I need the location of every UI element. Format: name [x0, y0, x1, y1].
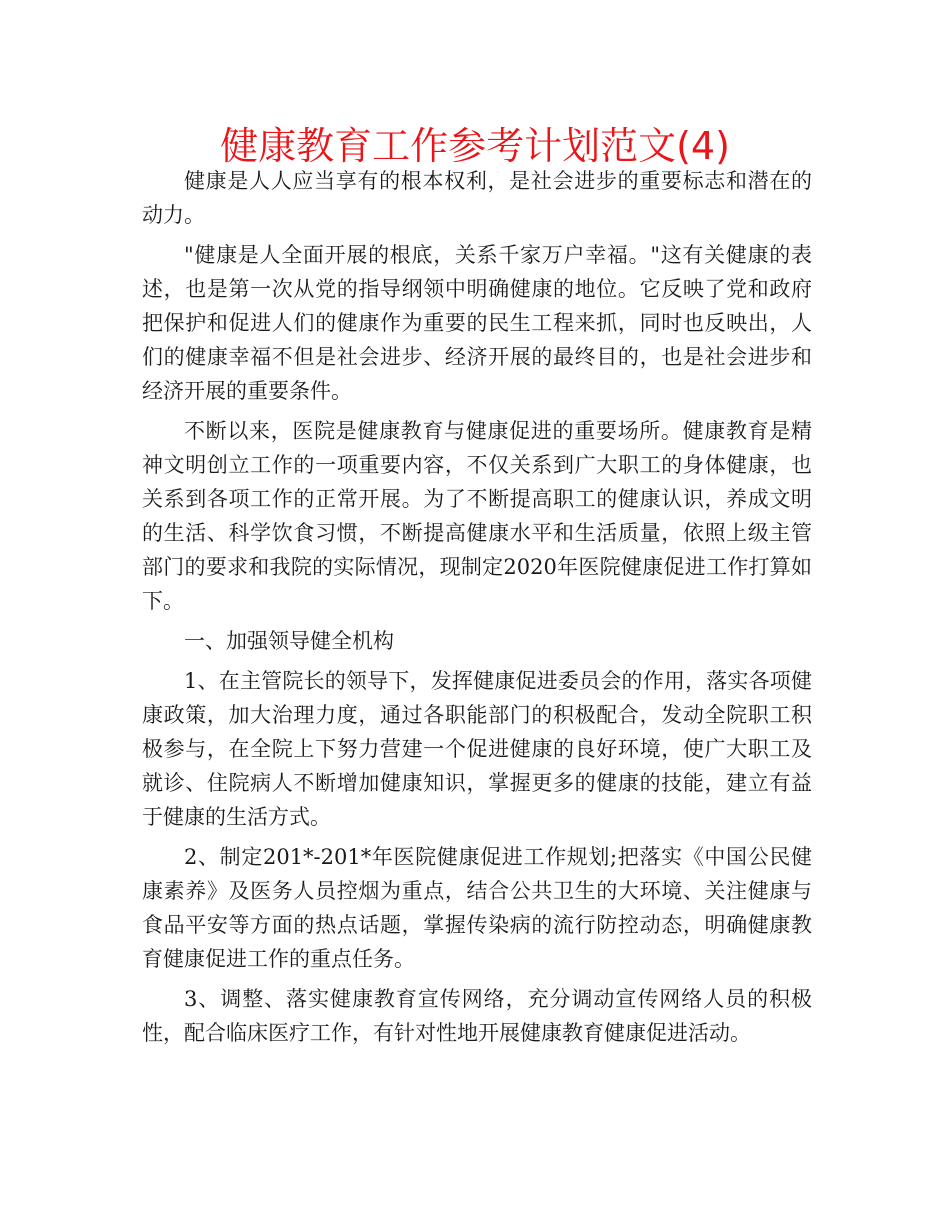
paragraph: 2、制定201*-201*年医院健康促进工作规划;把落实《中国公民健康素养》及医务人员控烟为重点，结合公共卫生的大环境、关注健康与食品平安等方面的热点话题，掌握传染病的流行防控动态，明确健康教育健康促进工作的重点任务。: [142, 845, 812, 971]
paragraph: 1、在主管院长的领导下，发挥健康促进委员会的作用，落实各项健康政策，加大治理力度，通过各职能部门的积极配合，发动全院职工积极参与，在全院上下努力营建一个促进健康的良好环境，使广大职工及就诊、住院病人不断增加健康知识，掌握更多的健康的技能，建立有益于健康的生活方式。: [142, 669, 812, 829]
paragraph: 3、调整、落实健康教育宣传网络，充分调动宣传网络人员的积极性，配合临床医疗工作，有针对性地开展健康教育健康促进活动。: [142, 987, 812, 1045]
paragraph: 不断以来，医院是健康教育与健康促进的重要场所。健康教育是精神文明创立工作的一项重要内容，不仅关系到广大职工的身体健康，也关系到各项工作的正常开展。为了不断提高职工的健康认识，养成文明的生活、科学饮食习惯，不断提高健康水平和生活质量，依照上级主管部门的要求和我院的实际情况，现制定2020年医院健康促进工作打算如下。: [142, 419, 812, 613]
paragraph: "健康是人全面开展的根底，关系千家万户幸福。"这有关健康的表述，也是第一次从党的指导纲领中明确健康的地位。它反映了党和政府把保护和促进人们的健康作为重要的民生工程来抓，同时也反映出，人们的健康幸福不但是社会进步、经济开展的最终目的，也是社会进步和经济开展的重要条件。: [142, 243, 812, 403]
section-heading: 一、加强领导健全机构: [184, 629, 394, 653]
document-body: [142, 164, 812, 1056]
document-title: 健康教育工作参考计划范文(4): [220, 124, 730, 168]
paragraph: 健康是人人应当享有的根本权利，是社会进步的重要标志和潜在的动力。: [142, 169, 812, 227]
